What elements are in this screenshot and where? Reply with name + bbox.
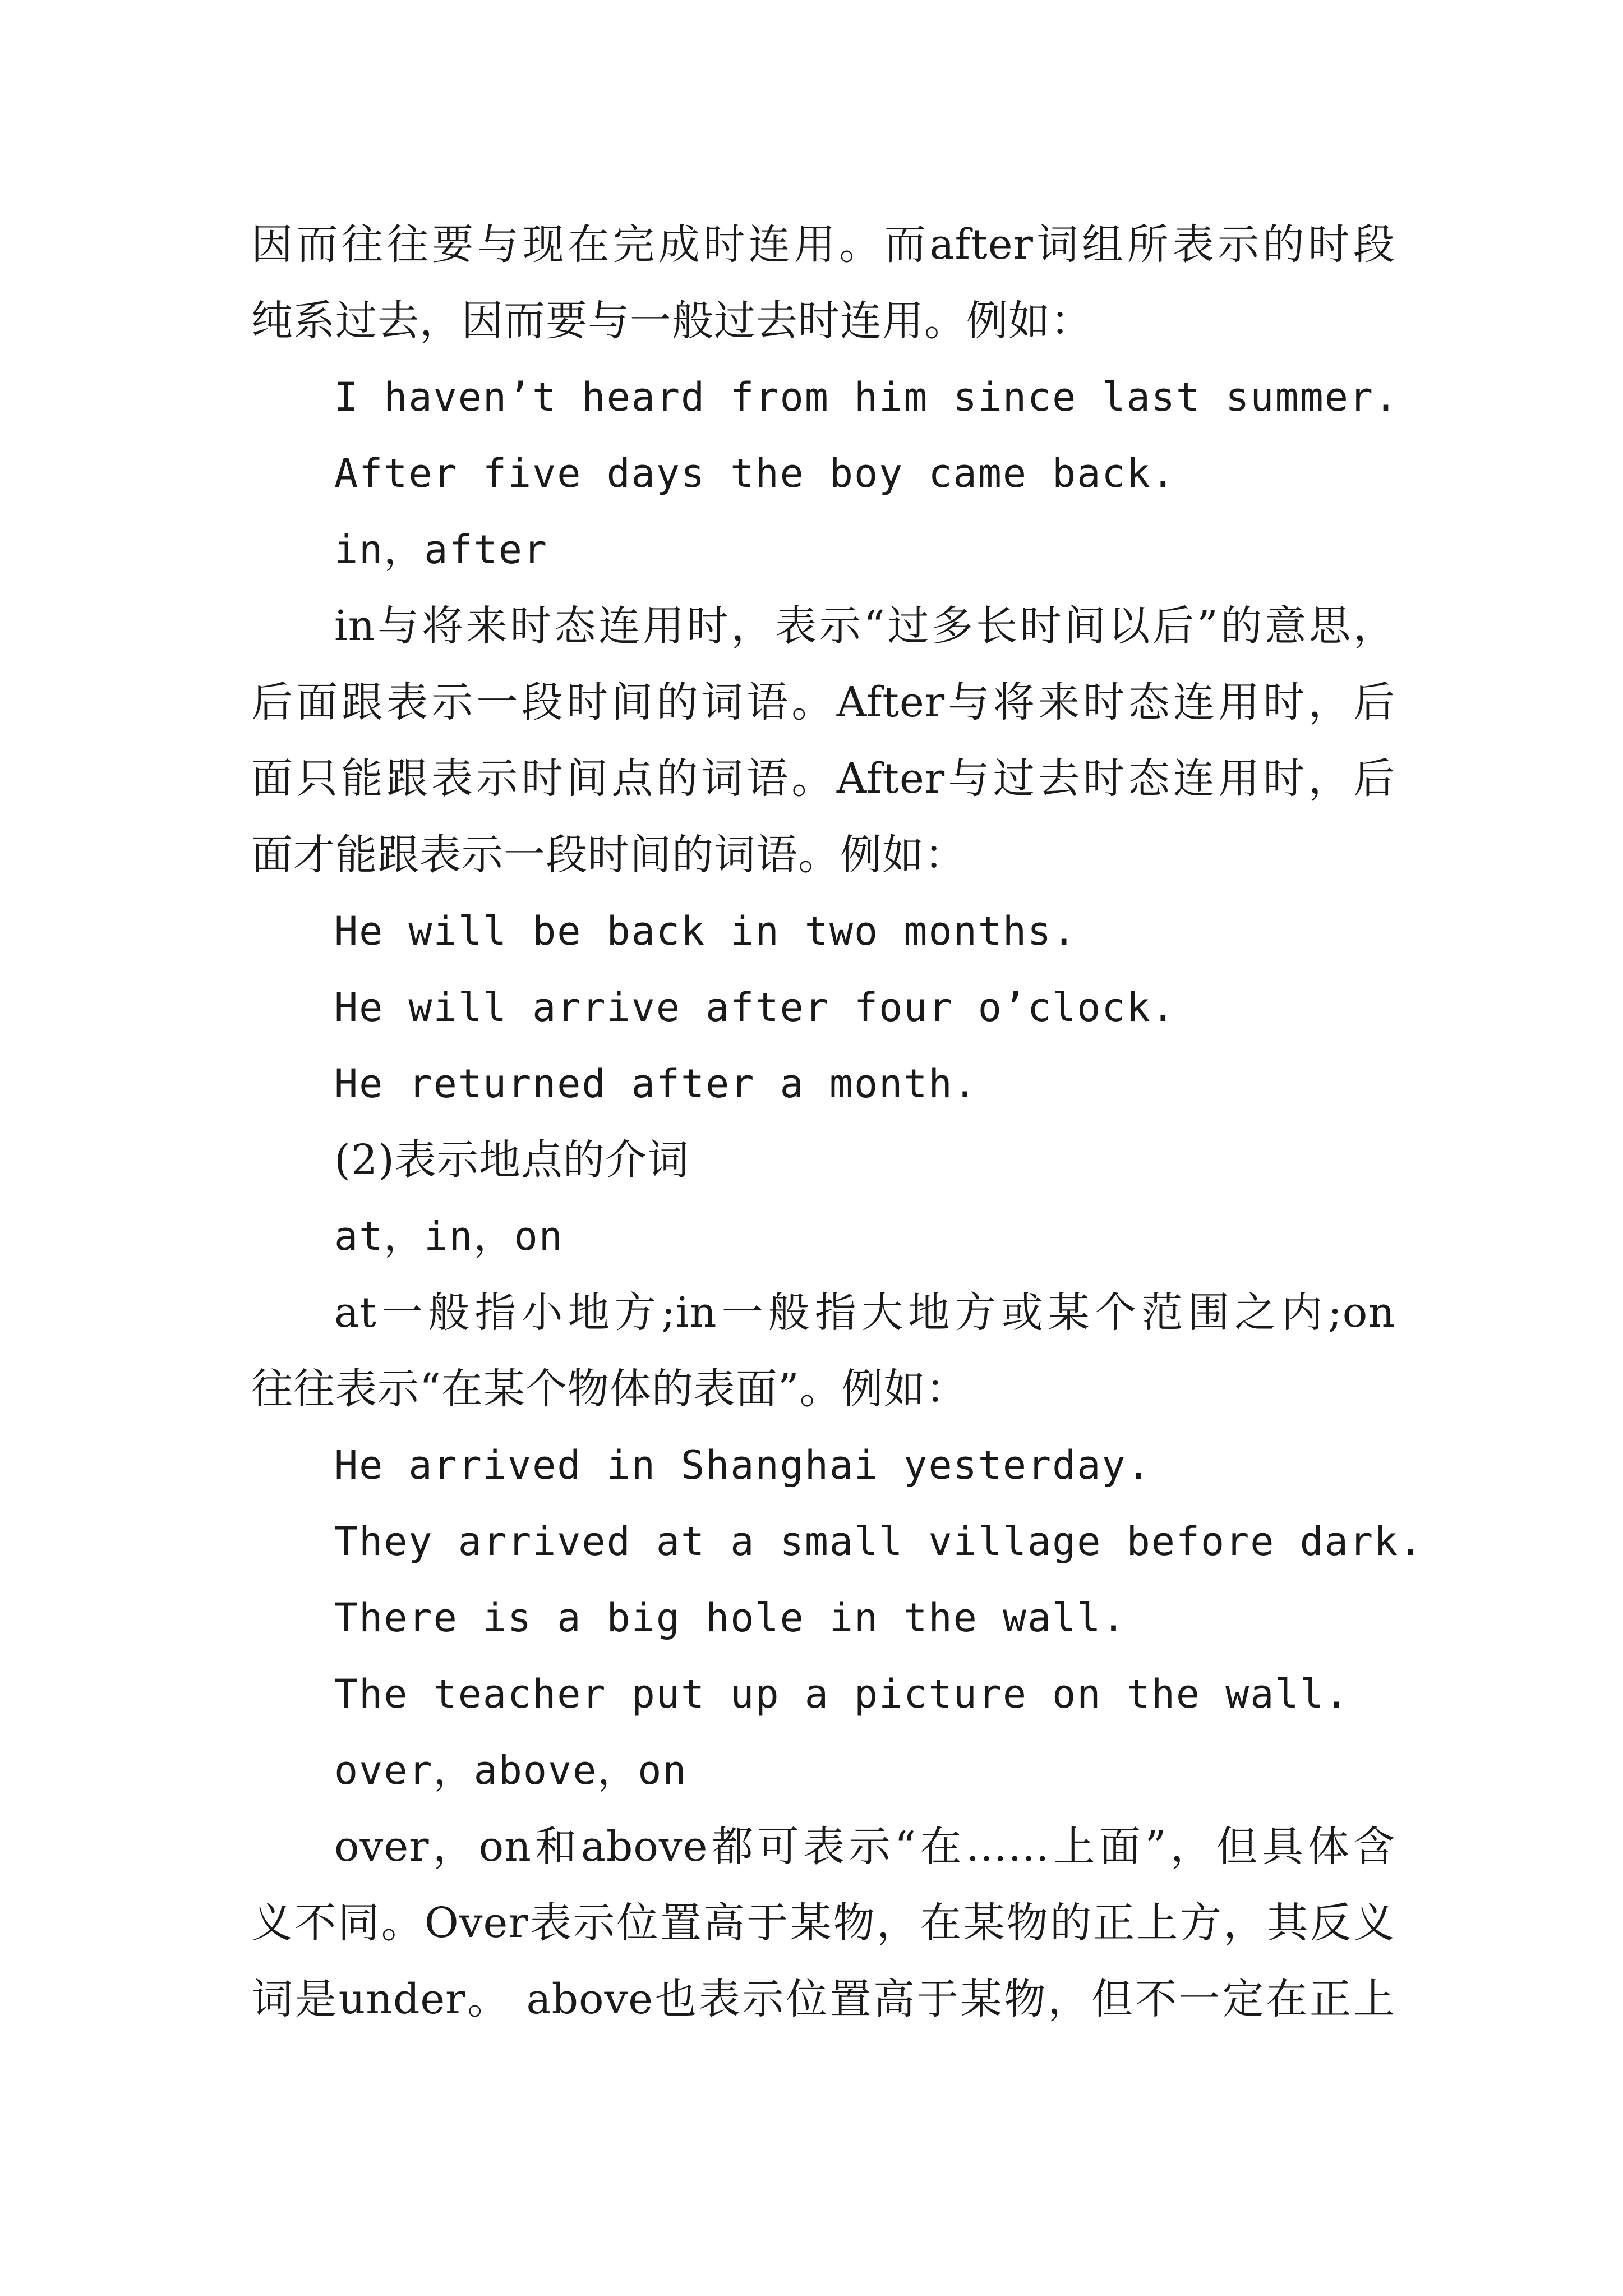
example-sentence: After five days the boy came back. <box>334 450 1176 496</box>
section-heading: (2)表示地点的介词 <box>334 1136 689 1184</box>
example-sentence: I haven’t heard from him since last summer. <box>334 374 1399 420</box>
example-sentence: He will be back in two months. <box>334 908 1077 954</box>
paragraph-line: 因而往往要与现在完成时连用。而after词组所表示的时段 <box>251 220 1395 269</box>
paragraph-line: in与将来时态连用时，表示“过多长时间以后”的意思， <box>334 602 1395 650</box>
paragraph-line: 纯系过去，因而要与一般过去时连用。例如： <box>251 297 1092 345</box>
example-sentence: He arrived in Shanghai yesterday. <box>334 1442 1151 1488</box>
example-sentence: He returned after a month. <box>334 1061 978 1107</box>
example-sentence: The teacher put up a picture on the wall. <box>334 1671 1349 1717</box>
example-sentence: He will arrive after four o’clock. <box>334 984 1176 1030</box>
paragraph-line: 词是under。 above也表示位置高于某物，但不一定在正上 <box>251 1975 1395 2023</box>
section-subheading: at，in，on <box>334 1213 564 1259</box>
paragraph-line: 后面跟表示一段时间的词语。After与将来时态连用时，后 <box>251 678 1395 726</box>
paragraph-line: 往往表示“在某个物体的表面”。例如： <box>251 1365 968 1413</box>
example-sentence: They arrived at a small village before dark. <box>334 1519 1424 1565</box>
section-subheading: in，after <box>334 527 548 573</box>
example-sentence: There is a big hole in the wall. <box>334 1595 1127 1641</box>
paragraph-line: over，on和above都可表示“在……上面”，但具体含 <box>334 1823 1395 1871</box>
paragraph-line: 义不同。Over表示位置高于某物，在某物的正上方，其反义 <box>251 1899 1395 1947</box>
paragraph-line: 面才能跟表示一段时间的词语。例如： <box>251 831 966 879</box>
section-subheading: over，above，on <box>334 1747 688 1793</box>
paragraph-line: at一般指小地方;in一般指大地方或某个范围之内;on <box>334 1289 1395 1337</box>
paragraph-line: 面只能跟表示时间点的词语。After与过去时态连用时，后 <box>251 754 1395 803</box>
